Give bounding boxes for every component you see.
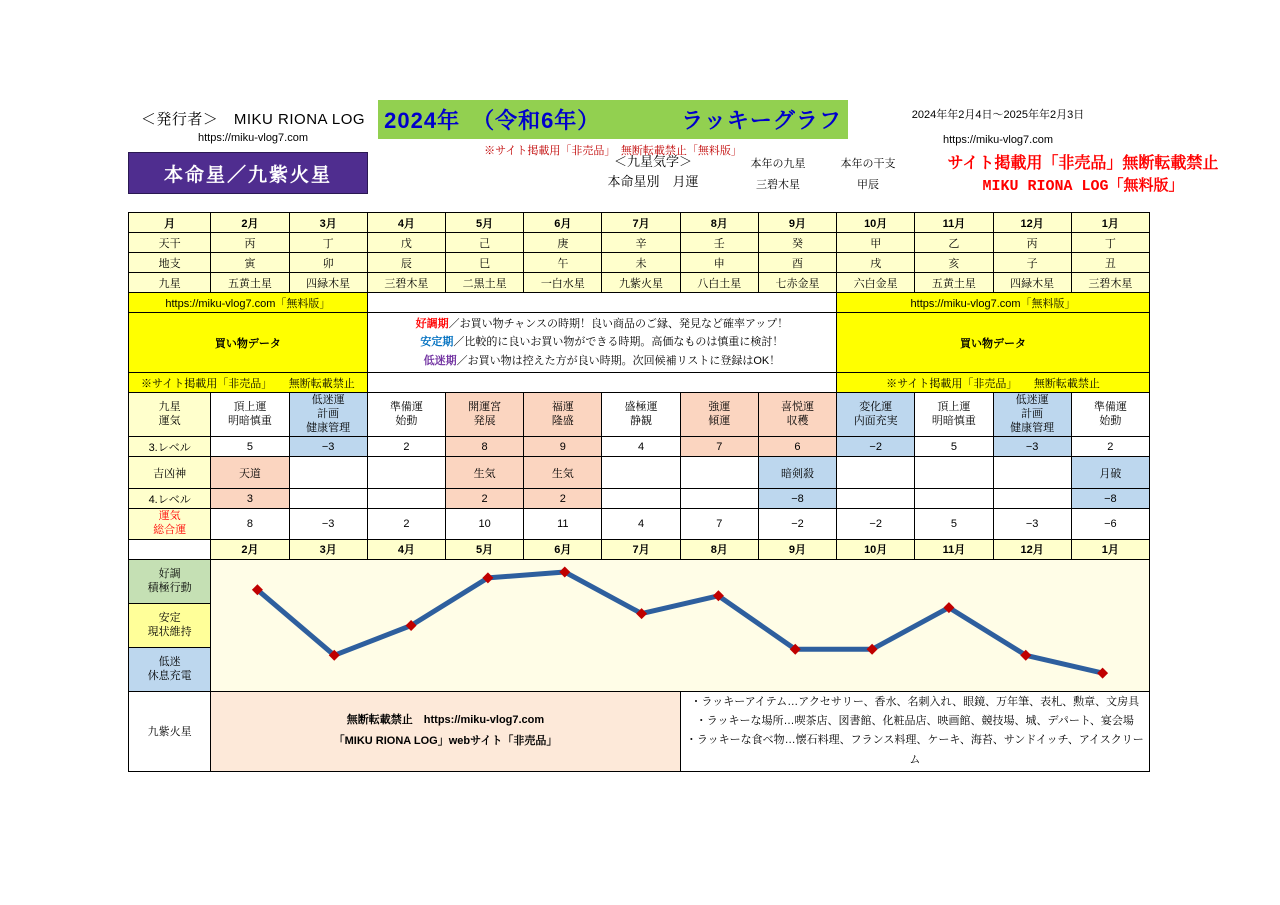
level3-7: 7 (680, 437, 758, 457)
level3-6: 4 (602, 437, 680, 457)
total-8: −2 (758, 509, 836, 540)
level3-10: 5 (915, 437, 993, 457)
level3-11: −3 (993, 437, 1071, 457)
footer-note-left: 無断転載禁止 https://miku-vlog7.com 「MIKU RIONA LOG」webサイト「非売品」 (211, 691, 680, 771)
kikkyo-4: 生気 (445, 457, 523, 489)
chishi-8: 酉 (758, 253, 836, 273)
month-header-12: 1月 (1071, 213, 1149, 233)
row-chishi (129, 253, 1150, 273)
level4-1: 3 (211, 489, 289, 509)
total-11: −3 (993, 509, 1071, 540)
unki-12: 準備運 始動 (1071, 393, 1149, 437)
kyusei-7: 八白土星 (680, 273, 758, 293)
month-header2-9: 10月 (837, 539, 915, 559)
level3-4: 8 (445, 437, 523, 457)
month-header2-7: 8月 (680, 539, 758, 559)
page-title: 2024年 （令和6年） ラッキーグラフ (378, 100, 848, 139)
row-label-kikkyo: 吉凶神 (129, 457, 211, 489)
month-header-7: 8月 (680, 213, 758, 233)
publisher-url: https://miku-vlog7.com (197, 132, 309, 144)
tenkan-2: 丁 (289, 233, 367, 253)
kyusei-5: 一白水星 (524, 273, 602, 293)
total-6: 4 (602, 509, 680, 540)
tenkan-4: 己 (445, 233, 523, 253)
chishi-1: 寅 (211, 253, 289, 273)
row-label-unki: 九星 運気 (129, 393, 211, 437)
row-label-month: 月 (129, 213, 211, 233)
kyusei-line2: 本命星別 月運 (607, 174, 699, 190)
year-star-value: 三碧木星 (756, 178, 800, 191)
month-header2-8: 9月 (758, 539, 836, 559)
kyusei-8: 七赤金星 (758, 273, 836, 293)
unki-1: 頂上運 明暗慎重 (211, 393, 289, 437)
year-kanshi-value: 甲辰 (857, 178, 879, 191)
url-band-right: https://miku-vlog7.com「無料版」 (837, 293, 1150, 313)
row-total (129, 509, 1150, 540)
period-notes: 好調期／お買い物チャンスの時期！良い商品のご縁、発見など確率アップ！ 安定期／比較的に良いお買い物ができる時期。高価なものは慎重に検討！ 低迷期／お買い物は控えた方が良い時期。次回候補リストに登録はOK！ (367, 313, 836, 373)
chart-band-mid: 安定 現状維持 (129, 603, 211, 647)
total-3: 2 (367, 509, 445, 540)
chart-plot-area (211, 559, 1150, 691)
level4-12: −8 (1071, 489, 1149, 509)
level4-6 (602, 489, 680, 509)
shopping-data-left: 買い物データ (129, 313, 368, 373)
month-header-1: 2月 (211, 213, 289, 233)
chishi-11: 子 (993, 253, 1071, 273)
month-header-9: 10月 (837, 213, 915, 233)
kyusei-11: 四緑木星 (993, 273, 1071, 293)
chishi-5: 午 (524, 253, 602, 273)
row-month-header (129, 213, 1150, 233)
row-level4 (129, 489, 1150, 509)
row-tenkan (129, 233, 1150, 253)
kyusei-1: 五黄土星 (211, 273, 289, 293)
month-header-4: 5月 (445, 213, 523, 233)
kikkyo-10 (915, 457, 993, 489)
header (128, 100, 1150, 157)
level3-9: −2 (837, 437, 915, 457)
unki-4: 開運宮 発展 (445, 393, 523, 437)
row-copy-warn (129, 373, 1150, 393)
kikkyo-6 (602, 457, 680, 489)
row-level3 (129, 437, 1150, 457)
tenkan-1: 丙 (211, 233, 289, 253)
kikkyo-11 (993, 457, 1071, 489)
tenkan-7: 壬 (680, 233, 758, 253)
month-header-8: 9月 (758, 213, 836, 233)
month-header-3: 4月 (367, 213, 445, 233)
month-header-11: 12月 (993, 213, 1071, 233)
kyusei-line1: ＜九星気学＞ (613, 154, 692, 169)
level3-5: 9 (524, 437, 602, 457)
fortune-table (128, 212, 1150, 772)
title-note: ※サイト掲載用「非売品」 無断転載禁止「無料版」 (484, 145, 742, 157)
tenkan-9: 甲 (837, 233, 915, 253)
site-warning-line2: MIKU RIONA LOG「無料版」 (982, 178, 1184, 195)
chishi-6: 未 (602, 253, 680, 273)
month-header2-10: 11月 (915, 539, 993, 559)
unki-10: 頂上運 明暗慎重 (915, 393, 993, 437)
kyusei-12: 三碧木星 (1071, 273, 1149, 293)
row-label-level4: 4.レベル (129, 489, 211, 509)
unki-9: 変化運 内面充実 (837, 393, 915, 437)
row-shopping-data (129, 313, 1150, 373)
total-12: −6 (1071, 509, 1149, 540)
row-footer-notes (129, 691, 1150, 771)
copy-warn-right: ※サイト掲載用「非売品」 無断転載禁止 (837, 373, 1150, 393)
header-right-url: https://miku-vlog7.com (942, 134, 1054, 146)
kikkyo-1: 天道 (211, 457, 289, 489)
month-header-5: 6月 (524, 213, 602, 233)
kikkyo-7 (680, 457, 758, 489)
tenkan-5: 庚 (524, 233, 602, 253)
url-band-left: https://miku-vlog7.com「無料版」 (129, 293, 368, 313)
month-header-2: 3月 (289, 213, 367, 233)
month-header2-12: 1月 (1071, 539, 1149, 559)
month-header2-2: 3月 (289, 539, 367, 559)
site-warning-line1: サイト掲載用「非売品」無断転載禁止 (947, 155, 1219, 172)
unki-11: 低迷運 計画 健康管理 (993, 393, 1071, 437)
tenkan-12: 丁 (1071, 233, 1149, 253)
kyusei-3: 三碧木星 (367, 273, 445, 293)
honmei-star-badge: 本命星／九紫火星 (128, 152, 368, 194)
unki-2: 低迷運 計画 健康管理 (289, 393, 367, 437)
total-2: −3 (289, 509, 367, 540)
kikkyo-3 (367, 457, 445, 489)
total-7: 7 (680, 509, 758, 540)
chishi-12: 丑 (1071, 253, 1149, 273)
year-star-label: 本年の九星 (750, 158, 806, 170)
row-chart-band-1 (129, 559, 1150, 603)
month-header2-6: 7月 (602, 539, 680, 559)
chart-band-good: 好調 積極行動 (129, 559, 211, 603)
row-label-chishi: 地支 (129, 253, 211, 273)
lucky-graph-svg (211, 560, 1149, 691)
tenkan-8: 癸 (758, 233, 836, 253)
month-header2-5: 6月 (524, 539, 602, 559)
unki-7: 強運 傾運 (680, 393, 758, 437)
total-10: 5 (915, 509, 993, 540)
level3-3: 2 (367, 437, 445, 457)
level3-8: 6 (758, 437, 836, 457)
level4-11 (993, 489, 1071, 509)
row-label-level3: 3.レベル (129, 437, 211, 457)
chishi-9: 戌 (837, 253, 915, 273)
lucky-graph-marker-12 (1097, 667, 1108, 678)
row-url-band (129, 293, 1150, 313)
month-header2-spacer (129, 539, 211, 559)
month-header2-1: 2月 (211, 539, 289, 559)
level4-3 (367, 489, 445, 509)
chishi-4: 巳 (445, 253, 523, 273)
chishi-3: 辰 (367, 253, 445, 273)
lucky-graph-line (258, 572, 1103, 673)
copy-warn-middle (367, 373, 836, 393)
date-range: 2024年年2月4日～2025年年2月3日 (911, 109, 1085, 121)
level4-2 (289, 489, 367, 509)
month-header2-11: 12月 (993, 539, 1071, 559)
footer-star-label: 九紫火星 (129, 691, 211, 771)
publisher-label: ＜発行者＞ MIKU RIONA LOG (140, 111, 366, 128)
row-kyusei (129, 273, 1150, 293)
kyusei-4: 二黒土星 (445, 273, 523, 293)
year-kanshi-label: 本年の干支 (840, 158, 896, 170)
kikkyo-9 (837, 457, 915, 489)
date-block (848, 100, 1148, 146)
total-9: −2 (837, 509, 915, 540)
level3-1: 5 (211, 437, 289, 457)
total-4: 10 (445, 509, 523, 540)
site-warning (898, 152, 1268, 199)
kikkyo-2 (289, 457, 367, 489)
level4-7 (680, 489, 758, 509)
month-header-6: 7月 (602, 213, 680, 233)
subheader (128, 152, 1219, 204)
level4-9 (837, 489, 915, 509)
tenkan-10: 乙 (915, 233, 993, 253)
month-header2-4: 5月 (445, 539, 523, 559)
kikkyo-8: 暗剣殺 (758, 457, 836, 489)
level4-8: −8 (758, 489, 836, 509)
tenkan-6: 辛 (602, 233, 680, 253)
level4-10 (915, 489, 993, 509)
copy-warn-left: ※サイト掲載用「非売品」 無断転載禁止 (129, 373, 368, 393)
row-label-tenkan: 天干 (129, 233, 211, 253)
row-kikkyo (129, 457, 1150, 489)
shopping-data-right: 買い物データ (837, 313, 1150, 373)
total-5: 11 (524, 509, 602, 540)
chishi-2: 卯 (289, 253, 367, 273)
kyusei-2: 四緑木星 (289, 273, 367, 293)
unki-3: 準備運 始動 (367, 393, 445, 437)
kikkyo-5: 生気 (524, 457, 602, 489)
url-band-middle (367, 293, 836, 313)
kikkyo-12: 月破 (1071, 457, 1149, 489)
row-month-header-2 (129, 539, 1150, 559)
level4-4: 2 (445, 489, 523, 509)
year-star-block (728, 154, 828, 196)
level3-2: −3 (289, 437, 367, 457)
month-header2-3: 4月 (367, 539, 445, 559)
row-unki (129, 393, 1150, 437)
level3-12: 2 (1071, 437, 1149, 457)
title-block (378, 100, 848, 158)
total-1: 8 (211, 509, 289, 540)
kyusei-10: 五黄土星 (915, 273, 993, 293)
level4-5: 2 (524, 489, 602, 509)
unki-8: 喜悦運 収穫 (758, 393, 836, 437)
row-label-kyusei: 九星 (129, 273, 211, 293)
kyusei-9: 六白金星 (837, 273, 915, 293)
unki-6: 盛極運 静観 (602, 393, 680, 437)
row-label-total: 運気 総合運 (129, 509, 211, 540)
tenkan-11: 丙 (993, 233, 1071, 253)
chart-band-low: 低迷 休息充電 (129, 647, 211, 691)
kyusei-6: 九紫火星 (602, 273, 680, 293)
unki-5: 福運 隆盛 (524, 393, 602, 437)
chishi-7: 申 (680, 253, 758, 273)
tenkan-3: 戊 (367, 233, 445, 253)
month-header-10: 11月 (915, 213, 993, 233)
publisher-block (128, 100, 378, 144)
footer-note-right: ・ラッキーアイテム…アクセサリー、香水、名刺入れ、眼鏡、万年筆、表札、勲章、文房具 ・ラッキーな場所…喫茶店、図書館、化粧品店、映画館、競技場、城、デパート、宴会場 ・ラッキーな食べ物…懐石料理、フランス料理、ケーキ、海苔、サンドイッチ、アイスクリーム (680, 691, 1149, 771)
chishi-10: 亥 (915, 253, 993, 273)
